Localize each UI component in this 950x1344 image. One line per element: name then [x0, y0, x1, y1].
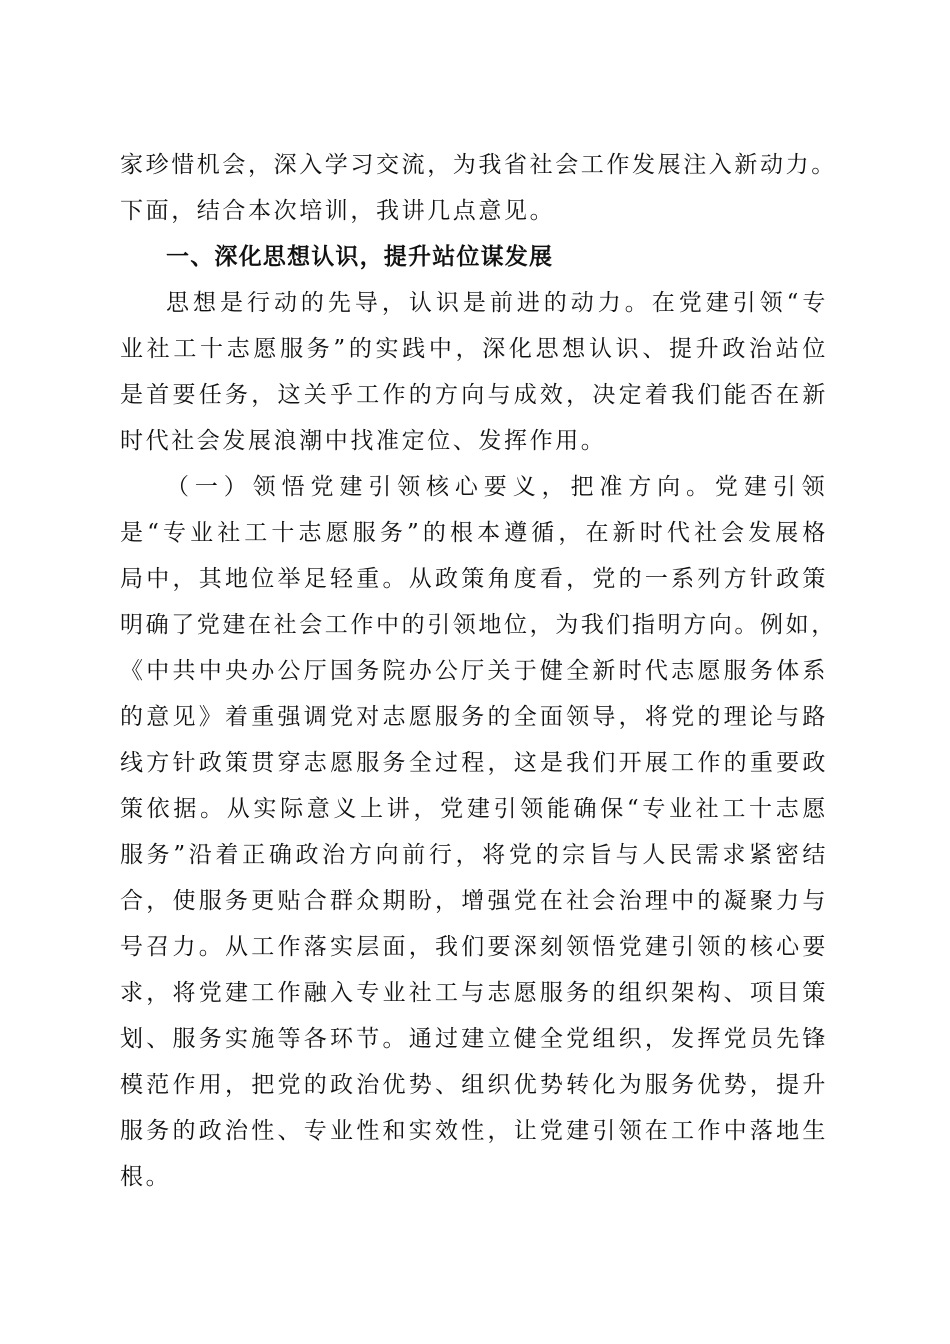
paragraph-line: 策依据。从实际意义上讲，党建引领能确保“专业社工十志愿	[120, 796, 828, 822]
paragraph-line: 业社工十志愿服务”的实践中，深化思想认识、提升政治站位	[120, 336, 828, 362]
paragraph-line: 明确了党建在社会工作中的引领地位，为我们指明方向。例如，	[120, 612, 837, 638]
section-heading: 一、深化思想认识，提升站位谋发展	[166, 244, 554, 270]
paragraph-line: 下面，结合本次培训，我讲几点意见。	[120, 198, 556, 224]
paragraph-line: 服务的政治性、专业性和实效性，让党建引领在工作中落地生	[120, 1118, 828, 1144]
paragraph-line: 划、服务实施等各环节。通过建立健全党组织，发挥党员先锋	[120, 1026, 828, 1052]
paragraph-line: 是“专业社工十志愿服务”的根本遵循，在新时代社会发展格	[120, 520, 828, 546]
paragraph-line: 的意见》着重强调党对志愿服务的全面领导，将党的理论与路	[120, 704, 828, 730]
paragraph-line: 《中共中央办公厅国务院办公厅关于健全新时代志愿服务体系	[120, 658, 828, 684]
paragraph-line: 模范作用，把党的政治优势、组织优势转化为服务优势，提升	[120, 1072, 828, 1098]
subsection-heading-line: （一）领悟党建引领核心要义，把准方向。党建引领	[166, 474, 828, 500]
paragraph-line: 线方针政策贯穿志愿服务全过程，这是我们开展工作的重要政	[120, 750, 828, 776]
paragraph-line: 号召力。从工作落实层面，我们要深刻领悟党建引领的核心要	[120, 934, 828, 960]
paragraph-line: 是首要任务，这关乎工作的方向与成效，决定着我们能否在新	[120, 382, 828, 408]
paragraph-line: 服务”沿着正确政治方向前行，将党的宗旨与人民需求紧密结	[120, 842, 828, 868]
paragraph-line: 求，将党建工作融入专业社工与志愿服务的组织架构、项目策	[120, 980, 828, 1006]
paragraph-line: 根。	[120, 1164, 172, 1190]
paragraph-line: 合，使服务更贴合群众期盼，增强党在社会治理中的凝聚力与	[120, 888, 828, 914]
paragraph-line: 思想是行动的先导，认识是前进的动力。在党建引领“专	[166, 290, 828, 316]
paragraph-line: 时代社会发展浪潮中找准定位、发挥作用。	[120, 428, 607, 454]
paragraph-line: 家珍惜机会，深入学习交流，为我省社会工作发展注入新动力。	[120, 152, 837, 178]
paragraph-line: 局中，其地位举足轻重。从政策角度看，党的一系列方针政策	[120, 566, 828, 592]
